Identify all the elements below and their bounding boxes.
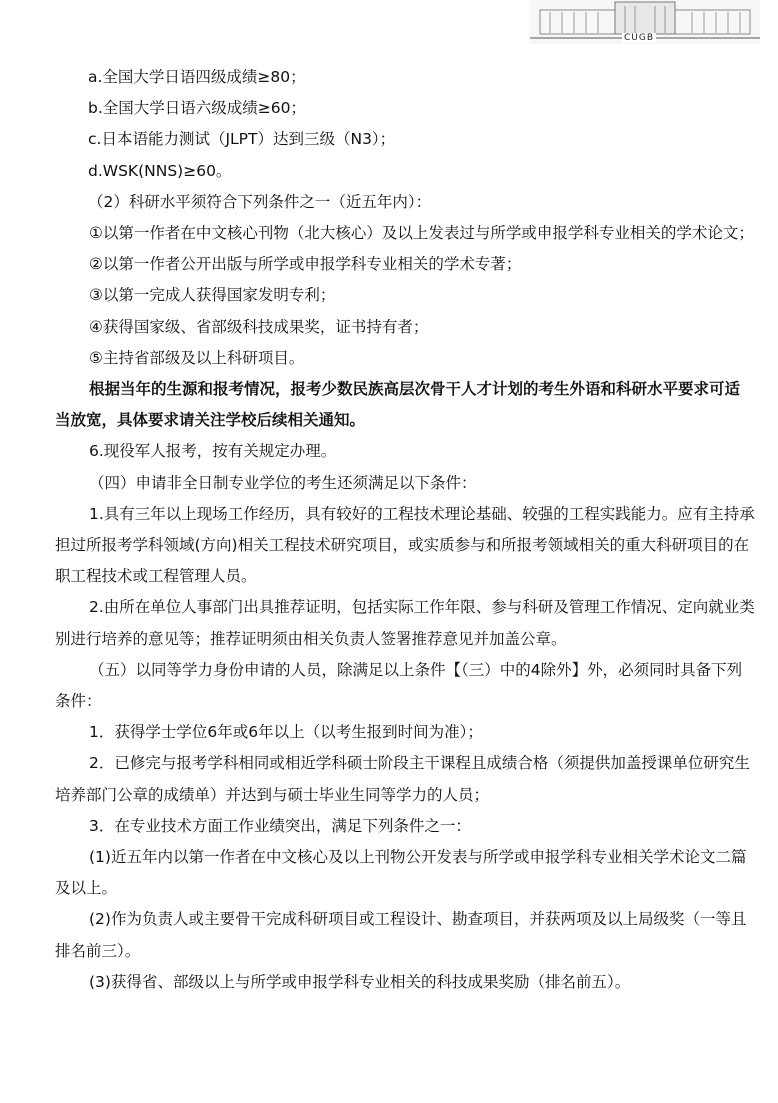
research-item-5: ⑤主持省部级及以上科研项目。 xyxy=(89,348,305,367)
section-5-item-2: 2．已修完与报考学科相同或相近学科硕士阶段主干课程且成绩合格（须提供加盖授课单位研究生培养部门公章的成绩单）并达到与硕士毕业生同等学力的人员； xyxy=(55,754,750,804)
item-6-military: 6.现役军人报考，按有关规定办理。 xyxy=(89,442,337,461)
section-5-item-1: 1．获得学士学位6年或6年以上（以考生报到时间为准）； xyxy=(89,723,483,742)
section-4-item-2: 2.由所在单位人事部门出具推荐证明，包括实际工作年限、参与科研及管理工作情况、定向就业类别进行培养的意见等；推荐证明须由相关负责人签署推荐意见并加盖公章。 xyxy=(55,598,755,648)
condition-2: (2)作为负责人或主要骨干完成科研项目或工程设计、勘查项目，并获两项及以上局级奖（一等且排名前三）。 xyxy=(55,910,747,960)
research-item-2: ②以第一作者公开出版与所学或申报学科专业相关的学术专著； xyxy=(89,255,522,274)
req-line-a: a.全国大学日语四级成绩≥80； xyxy=(88,68,306,86)
condition-3: (3)获得省、部级以上与所学或申报学科专业相关的科技成果奖励（排名前五）。 xyxy=(89,972,631,991)
req-line-b: b.全国大学日语六级成绩≥60； xyxy=(88,99,306,118)
section-4-item-1: 1.具有三年以上现场工作经历，具有较好的工程技术理论基础、较强的工程实践能力。应有主持承担过所报考学科领域(方向)相关工程技术研究项目，或实质参与和所报考领域相关的重大科研项目的在职工程技术或工程管理人员。 xyxy=(55,504,755,586)
section-research-heading: （2）科研水平须符合下列条件之一（近五年内）： xyxy=(88,192,432,211)
research-item-1: ①以第一作者在中文核心刊物（北大核心）及以上发表过与所学或申报学科专业相关的学术论文； xyxy=(89,224,754,243)
condition-1: (1)近五年内以第一作者在中文核心及以上刊物公开发表与所学或申报学科专业相关学术论文二篇及以上。 xyxy=(55,848,747,898)
university-logo xyxy=(530,0,760,44)
req-line-c: c.日本语能力测试（JLPT）达到三级（N3）； xyxy=(88,130,396,149)
section-4-heading: （四）申请非全日制专业学位的考生还须满足以下条件： xyxy=(89,473,477,492)
research-item-4: ④获得国家级、省部级科技成果奖，证书持有者； xyxy=(89,317,429,336)
bold-notice: 根据当年的生源和报考情况，报考少数民族高层次骨干人才计划的考生外语和科研水平要求可适当放宽，具体要求请关注学校后续相关通知。 xyxy=(55,380,741,430)
research-item-3: ③以第一完成人获得国家发明专利； xyxy=(89,286,336,305)
document-body xyxy=(55,62,755,998)
logo-label: CUGB xyxy=(624,33,655,43)
section-5-heading: （五）以同等学力身份申请的人员，除满足以上条件【（三）中的4除外】外，必须同时具备下列条件： xyxy=(55,660,743,711)
req-line-d: d.WSK(NNS)≥60。 xyxy=(88,161,232,180)
section-5-item-3: 3．在专业技术方面工作业绩突出，满足下列条件之一： xyxy=(89,816,471,835)
